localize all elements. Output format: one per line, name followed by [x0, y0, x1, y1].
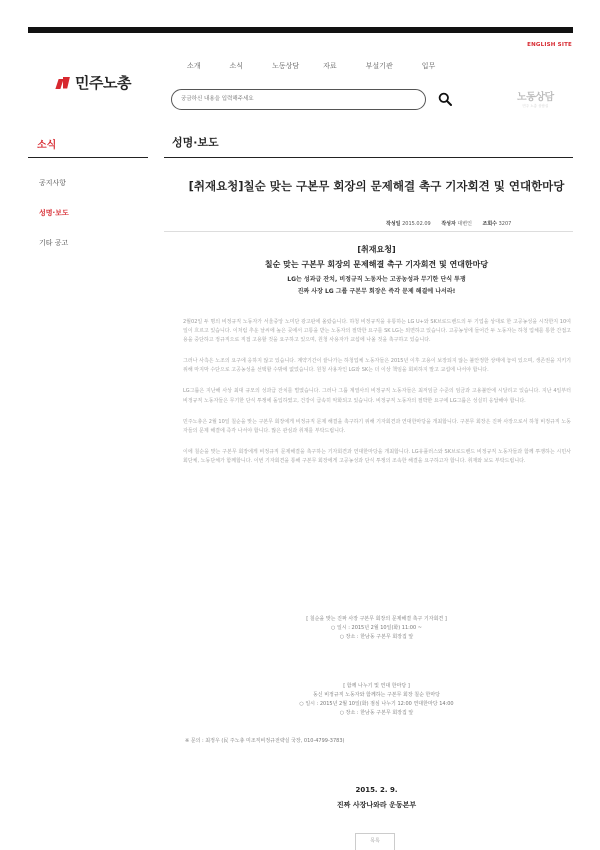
post-author: 대변인: [457, 221, 472, 227]
post-body: [183, 318, 571, 478]
nav-item-counsel[interactable]: 노동상담: [272, 62, 300, 70]
event1-where: ○ 장소 : 한남동 구본무 회장집 앞: [339, 634, 414, 640]
sidebar-divider: [28, 157, 148, 158]
event1-title: [ 칠순을 맞는 진짜 사장 구본무 회장의 문제해결 촉구 기자회견 ]: [306, 616, 447, 622]
labor-counsel-title: 노동상담: [517, 92, 554, 103]
labor-counsel-sub: 민주 노총 상담실: [522, 104, 549, 108]
sign-date: 2015. 2. 9.: [355, 786, 398, 794]
nav-item-work[interactable]: 입무: [421, 62, 436, 70]
body-paragraph: LG그룹은 지난해 사상 최대 규모의 성과급 잔치를 벌였습니다. 그러나 그룹 계열사의 비정규직 노동자들은 최저임금 수준의 임금과 고용불안에 시달리고 있습니다. 지난 4일부터 비정규직 노동자들은 무기한 단식 투쟁에 돌입하였고, 건강이 급속히 악화되고 있습니다. 비정규직 노동자의 절박한 요구에 LG그룹은 성실히 응답해야 합니다.: [183, 388, 571, 404]
nav-item-affiliates[interactable]: 부설기관: [365, 62, 393, 70]
release-headline: 칠순 맞는 구본무 회장의 문제해결 촉구 기자회견 및 연대한마당: [264, 260, 489, 269]
author-label: 작성자: [441, 221, 456, 227]
release-sub1: LG는 성과급 잔치, 비정규직 노동자는 고공농성과 무기한 단식 투쟁: [287, 276, 466, 283]
event2-sub: 동신 비정규직 노동자와 함께하는 구본무 회장 칠순 한마당: [312, 692, 441, 698]
date-label: 작성일: [386, 221, 401, 227]
search-icon[interactable]: [438, 92, 452, 106]
event1-when: ○ 일시 : 2015년 2월 10일(화) 11:00 ~: [331, 625, 422, 631]
sidebar-item-statements[interactable]: 성명·보도: [39, 209, 69, 217]
body-paragraph: 민주노총은 2월 10일 칠순을 맞는 구본무 회장에게 비정규직 문제 해결을 촉구하기 위해 기자회견과 연대한마당을 개최합니다. 구본무 회장은 진짜 사장으로서 하청 비정규직 노동자들의 문제 해결에 즉각 나서야 합니다. 많은 관심과 취재를 부탁드립니다.: [183, 418, 571, 434]
logo-text: 민주노총: [75, 74, 131, 92]
section-title: 소식: [37, 140, 57, 151]
release-header: [172, 244, 581, 295]
labor-counsel-link[interactable]: [517, 88, 554, 109]
list-button[interactable]: 목록: [355, 833, 395, 850]
post-views: 3207: [498, 221, 512, 227]
nav-item-news[interactable]: 소식: [229, 62, 244, 70]
event-solidarity: [172, 682, 581, 718]
meta-divider: [164, 231, 573, 232]
post-meta: [386, 220, 576, 227]
views-label: 조회수: [482, 221, 498, 227]
body-paragraph: 이에 칠순을 맞는 구본무 회장에게 비정규직 문제해결을 촉구하는 기자회견과 연대한마당을 개최합니다. LG유플러스와 SK브로드밴드 비정규직 노동자들과 함께 투쟁하는 시민사회단체, 노동단체가 함께합니다. 이번 기자회견을 통해 구본무 회장에게 고공농성과 단식 투쟁의 조속한 해결을 요구하고자 합니다. 취재와 보도 부탁드립니다.: [183, 448, 571, 464]
post-date: 2015.02.09: [402, 221, 431, 227]
nav-item-about[interactable]: 소개: [187, 62, 201, 70]
content-divider: [164, 157, 573, 158]
sign-org: 진짜 사장나와라 운동본부: [336, 801, 417, 809]
release-sub2: 진짜 사장 LG 그룹 구본무 회장은 즉각 문제 해결에 나서라!: [297, 288, 456, 295]
event2-where: ○ 장소 : 한남동 구본무 회장집 앞: [339, 710, 414, 716]
global-nav: [187, 61, 464, 71]
logo[interactable]: [57, 72, 131, 93]
release-tag: [취재요청]: [357, 245, 396, 254]
sidebar-menu: [39, 178, 69, 268]
body-paragraph: 2월02일 두 명의 비정규직 노동자가 서울중앙 노미단 광고판에 올랐습니다. 하청 비정규직을 유통하는 LG U+와 SK브로드밴드의 두 기업을 상대로 한 고공농성을 시작한지 10여 일이 흐르고 있습니다. 이처럼 추운 날씨에 높은 곳에서 고통을 받는 노동자의 절박한 요구를 SK LG는 외면하고 있습니다. 고공농성에 들어간 두 노동자는 하청 업체를 통한 간접고용을 중단하고 정규직으로 직접 고용할 것을 요구하고 있으며, 원청 사용자가 교섭에 나올 것을 촉구하고 있습니다.: [183, 319, 571, 344]
post-title: [취재요청]칠순 맞는 구본무 회장의 문제해결 촉구 기자회견 및 연대한마당: [188, 179, 565, 193]
event-press-conference: [172, 615, 581, 642]
event2-title: [ 함께 나누기 및 연대 한마당 ]: [343, 683, 410, 689]
contact-info: ※ 문의 : 최정우 (民 주노총 미조직비정규전략실 국장, 010-4799-3783): [185, 738, 345, 744]
search-input[interactable]: 궁금하신 내용을 입력해주세요: [171, 89, 426, 110]
top-bar: [28, 27, 573, 33]
english-site-link[interactable]: ENGLISH SITE: [527, 42, 572, 48]
page-title: 성명·보도: [172, 136, 219, 149]
logo-mark-icon: [57, 77, 71, 89]
sidebar-item-notice[interactable]: 공지사항: [39, 179, 67, 187]
sidebar-item-other-notices[interactable]: 기타 공고: [39, 239, 69, 247]
event2-when: ○ 일시 : 2015년 2월 10일(화) 점심 나누기 12:00 연대한마당 14:00: [299, 701, 454, 707]
nav-item-data[interactable]: 자료: [323, 62, 337, 70]
body-paragraph: 그러나 사측은 노조의 요구에 응하지 않고 있습니다. 계약기간이 끝나가는 하청업체 노동자들은 2015년 이후 고용이 보장되지 않는 불안정한 상태에 놓여 있으며, 생존권을 지키기 위해 마지막 수단으로 고공농성을 선택할 수밖에 없었습니다. 원청 사용자인 LG와 SK는 더 이상 책임을 회피하지 말고 교섭에 나서야 합니다.: [183, 358, 571, 374]
